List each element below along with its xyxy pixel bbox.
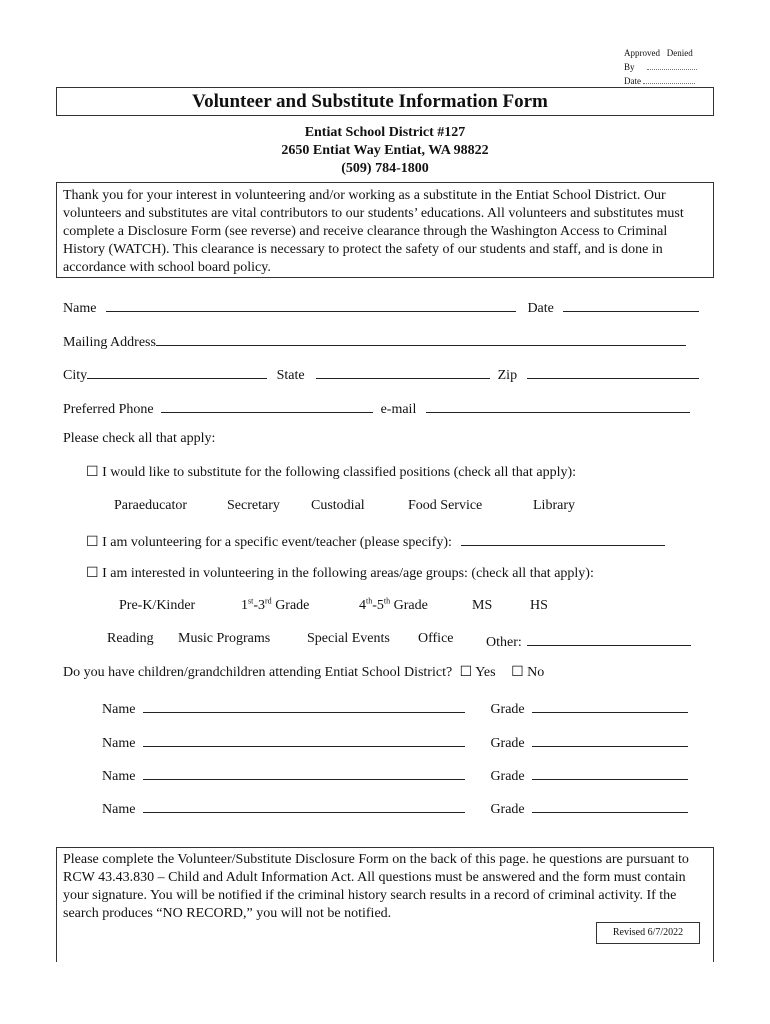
area-reading[interactable]: Reading	[107, 631, 154, 646]
volunteer-specific-checkbox[interactable]: ☐	[86, 534, 99, 550]
name-field[interactable]	[106, 297, 516, 312]
approved-label: Approved	[624, 48, 660, 58]
children-yes-checkbox[interactable]: ☐	[459, 664, 473, 680]
area-other-label: Other:	[486, 635, 522, 650]
mailing-row	[63, 331, 686, 351]
title-box	[56, 87, 714, 116]
child-row	[102, 765, 688, 785]
date-label: Date	[527, 301, 554, 316]
state-label: State	[276, 368, 305, 383]
position-paraeducator[interactable]: Paraeducator	[114, 498, 188, 513]
child-name-label: Name	[102, 769, 136, 784]
page-title: Volunteer and Substitute Information Form	[192, 91, 548, 112]
children-no-label: No	[527, 665, 545, 680]
substitute-checkbox[interactable]: ☐	[86, 464, 99, 480]
area-grade-1-3[interactable]	[241, 598, 309, 614]
intro-box	[56, 182, 714, 278]
mailing-label: Mailing Address	[63, 335, 156, 350]
area-office[interactable]: Office	[418, 631, 454, 646]
intro-text: Thank you for your interest in volunteering and/or working as a substitute in the Entiat School District. Our volunteers and substitutes are vital contributors to our students’ educations. All volunteers and substitutes must complete a Disclosure Form (see reverse) and receive clearance through the Washington Access to Criminal History (WATCH). This clearance is necessary to protect the safety of our students and staff, and is done in accordance with school board policy.	[63, 188, 684, 275]
mailing-field[interactable]	[156, 331, 686, 346]
child-name-label: Name	[102, 736, 136, 751]
g1-sup: st	[248, 596, 254, 606]
position-food-service[interactable]: Food Service	[408, 498, 483, 513]
phone-row	[63, 398, 690, 418]
phone-label: Preferred Phone	[63, 402, 154, 417]
date-field[interactable]	[563, 297, 699, 312]
child-grade-label: Grade	[490, 802, 525, 817]
substitute-row	[86, 464, 576, 481]
child-row	[102, 798, 688, 818]
child-name-field[interactable]	[143, 765, 465, 780]
volunteer-specific-label: I am volunteering for a specific event/teacher (please specify):	[102, 535, 452, 550]
g1-num: 1	[241, 598, 248, 613]
district-address: 2650 Entiat Way Entiat, WA 98822	[281, 143, 489, 158]
volunteer-areas-row	[86, 565, 594, 582]
revised-badge: Revised 6/7/2022	[596, 922, 700, 944]
position-custodial[interactable]: Custodial	[311, 498, 365, 513]
child-name-field[interactable]	[143, 732, 465, 747]
approval-date-label: Date	[624, 76, 641, 86]
child-grade-field[interactable]	[532, 798, 688, 813]
phone-field[interactable]	[161, 398, 373, 413]
children-question: Do you have children/grandchildren attending Entiat School District?	[63, 665, 453, 680]
child-grade-label: Grade	[490, 702, 525, 717]
name-row	[63, 297, 699, 317]
area-hs[interactable]: HS	[530, 598, 548, 613]
g4-num: 4	[359, 598, 366, 613]
children-yes-label: Yes	[475, 665, 496, 680]
g4-sup2: th	[383, 596, 391, 606]
substitute-label: I would like to substitute for the following classified positions (check all that apply):	[102, 465, 577, 480]
area-ms[interactable]: MS	[472, 598, 493, 613]
g4-sup: th	[366, 596, 373, 606]
g4-grade: Grade	[390, 598, 428, 613]
denied-label: Denied	[666, 48, 693, 58]
g1-grade: Grade	[271, 598, 310, 613]
district-header	[0, 124, 770, 178]
area-grade-4-5[interactable]	[359, 598, 428, 614]
g1-dash: -3	[253, 598, 266, 613]
child-name-label: Name	[102, 702, 136, 717]
area-other-row	[486, 631, 691, 651]
area-special-events[interactable]: Special Events	[307, 631, 390, 646]
child-grade-label: Grade	[490, 769, 525, 784]
children-row	[63, 664, 544, 681]
district-phone: (509) 784-1800	[341, 161, 429, 176]
g1-sup2: rd	[265, 596, 272, 606]
area-prek[interactable]: Pre-K/Kinder	[119, 598, 196, 613]
zip-label: Zip	[497, 368, 518, 383]
email-field[interactable]	[426, 398, 690, 413]
by-line[interactable]	[647, 69, 697, 70]
volunteer-specific-row	[86, 531, 665, 551]
check-all-label: Please check all that apply:	[63, 431, 216, 446]
city-label: City	[63, 368, 88, 383]
area-music[interactable]: Music Programs	[178, 631, 271, 646]
email-label: e-mail	[380, 402, 417, 417]
children-no-checkbox[interactable]: ☐	[511, 664, 524, 680]
position-secretary[interactable]: Secretary	[227, 498, 280, 513]
footer-text: Please complete the Volunteer/Substitute Disclosure Form on the back of this page. he questions are pursuant to RCW 43.43.830 – Child and Adult Information Act. All questions must be answered and the form must contain your signature. You will be notified if the criminal history search results in a record of criminal activity. If the search produces “NO RECORD,” you will not be notified.	[63, 852, 689, 921]
g4-dash: -5	[372, 598, 384, 613]
name-label: Name	[63, 301, 97, 316]
child-name-label: Name	[102, 802, 136, 817]
district-name: Entiat School District #127	[304, 125, 466, 140]
volunteer-areas-label: I am interested in volunteering in the following areas/age groups: (check all that apply):	[102, 566, 594, 581]
city-row	[63, 364, 699, 384]
approval-block	[624, 47, 697, 87]
child-grade-label: Grade	[490, 736, 525, 751]
position-library[interactable]: Library	[533, 498, 575, 513]
footer-box	[56, 847, 714, 962]
approval-date-line[interactable]	[643, 83, 695, 84]
volunteer-areas-checkbox[interactable]: ☐	[86, 565, 99, 581]
child-name-field[interactable]	[143, 698, 465, 713]
child-name-field[interactable]	[143, 798, 465, 813]
child-grade-field[interactable]	[532, 698, 688, 713]
area-other-field[interactable]	[527, 631, 691, 646]
child-row	[102, 732, 688, 752]
zip-field[interactable]	[527, 364, 699, 379]
volunteer-specific-field[interactable]	[461, 531, 665, 546]
city-field[interactable]	[87, 364, 267, 379]
by-label: By	[624, 62, 635, 72]
child-row	[102, 698, 688, 718]
child-grade-field[interactable]	[532, 732, 688, 747]
child-grade-field[interactable]	[532, 765, 688, 780]
state-field[interactable]	[316, 364, 490, 379]
